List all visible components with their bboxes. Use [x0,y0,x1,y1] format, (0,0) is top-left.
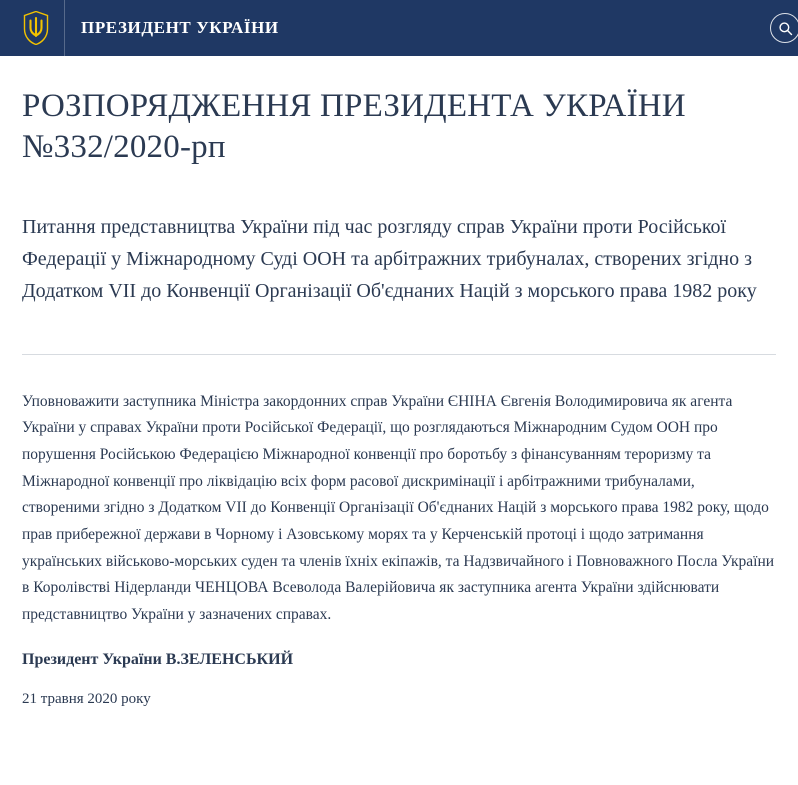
site-header [0,0,798,56]
document-signature: Президент України В.ЗЕЛЕНСЬКИЙ [22,650,294,668]
document-body: Уповноважити заступника Міністра закордонних справ України ЄНІНА Євгенія Володимировича як агента України у справах України проти Російської Федерації, що розглядаються Міжнародним Судом ООН про порушення Російською Федерацією Міжнародної конвенції про боротьбу з фінансуванням тероризму та Міжнародної конвенції про ліквідацію всіх форм расової дискримінації і арбітражними трибуналами, створеними згідно з Додатком VII до Конвенції Організації Об'єднаних Націй з морського права 1982 року, щодо прав прибережної держави в Чорному і Азовському морях та у Керченській протоці і щодо затримання українських військово-морських суден та членів їхніх екіпажів, та Надзвичайного і Повноважного Посла України в Королівстві Нідерланди ЧЕНЦОВА Всеволода Валерійовича як заступника агента України здійснювати представництво України у зазначених справах. [22,392,775,623]
site-title: ПРЕЗИДЕНТ УКРАЇНИ [81,18,279,37]
document-subtitle: Питання представництва України під час розгляду справ України проти Російської Федерації у Міжнародному Суді ООН та арбітражних трибуналах, створених згідно з Додатком VII до Конвенції Організації Об'єднаних Націй з морського права 1982 року [22,215,757,303]
search-icon [778,21,793,36]
search-button[interactable] [770,13,798,43]
document-date: 21 травня 2020 року [22,690,151,707]
header-actions [754,0,784,56]
header-divider [64,0,65,56]
section-divider [22,354,776,355]
ukraine-trident-emblem-icon [23,11,49,45]
document-content [0,56,798,708]
page-title: РОЗПОРЯДЖЕННЯ ПРЕЗИДЕНТА УКРАЇНИ №332/2020-рп [22,88,686,166]
emblem-box[interactable] [14,0,58,56]
